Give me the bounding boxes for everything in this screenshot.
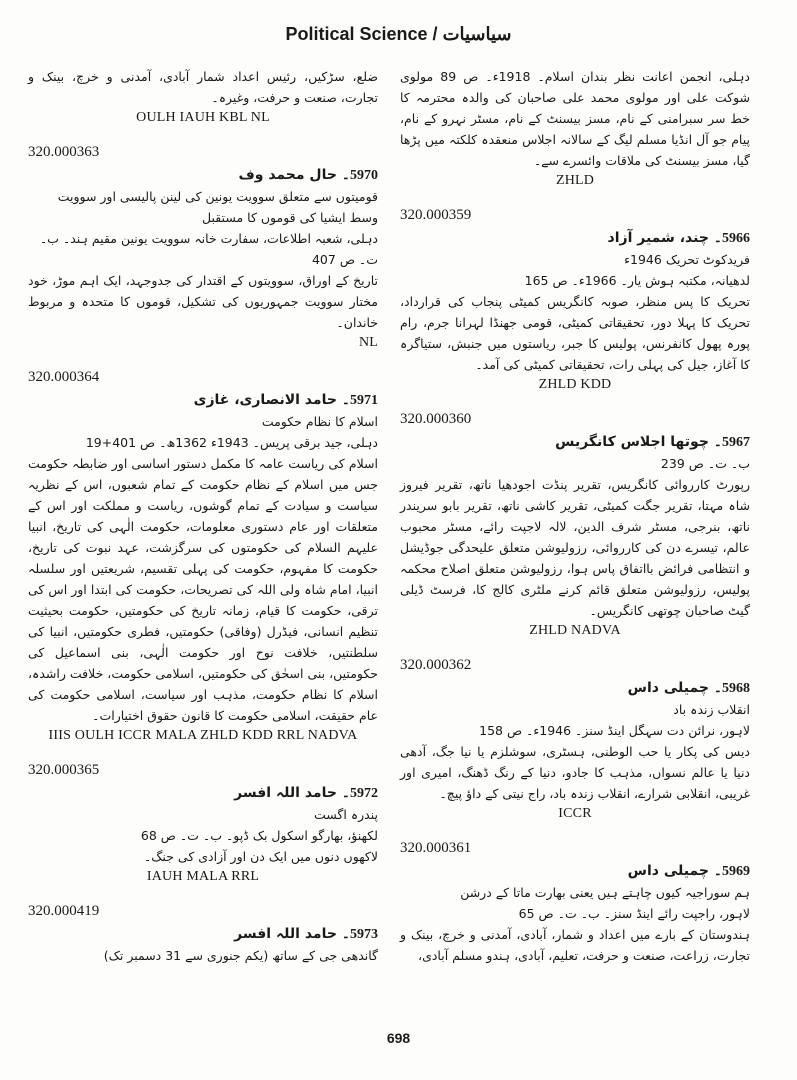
entry-title: 5967۔ چوتھا اجلاس کانگریس	[555, 434, 750, 450]
entry-subtitle: ہم سوراجیہ کیوں چاہتے ہیں یعنی بھارت ماتا کے درشن	[460, 885, 750, 900]
accession-number: 320.000362	[400, 657, 472, 673]
entry-subtitle: گاندھی جی کے ساتھ (یکم جنوری سے 31 دسمبر تک)	[103, 948, 378, 963]
catalog-entry	[400, 207, 750, 393]
entry-description: رپورٹ کارروائی کانگریس، تقریر پنڈت اجودھیا ناتھ، تقریر فیروز شاہ مہتا، تقریر جگت کمیٹی، تقریر کاشی ناتھ، تقریر بابو سریندر ناتھ، بنرجی، مسٹر شرف الدین، لالہ لاجپت رائے، مسٹر محبوب عالم، تیسرے دن کی کارروائی، رزولیوشن متعلق علیحدگی جوڈیشل و انتظامی فرائض بااتفاق پاس ہوا، رزولیوشن متعلق اصلاح محکمہ پولیس، رزولیوشن متعلق قائم کرنے ملٹری کالج کا، فرسٹ ڈیلی گیٹ صاحبان چوتھی کانگریس۔	[400, 477, 750, 618]
entry-subtitle: پندرہ اگست	[314, 807, 378, 822]
entry-author: چند، شمیر آزاد	[607, 230, 709, 246]
entry-imprint: لدھیانہ، مکتبہ ہوش یار۔ 1966ء۔ ص 165	[524, 273, 750, 288]
catalog-entry	[28, 903, 378, 966]
library-codes: ICCR	[558, 806, 592, 821]
entry-subtitle: اسلام کا نظام حکومت	[261, 414, 378, 429]
entry-number: 5973	[350, 927, 378, 942]
library-codes: ZHLD NADVA	[529, 623, 621, 638]
entry-author: حال محمد وف	[238, 167, 337, 183]
entry-description: تاریخ کے اوراق، سوویتوں کے اقتدار کی جدوجہد، ایک اہم موڑ، خود مختار سوویت جمہوریوں کی تشکیل، قوموں کا متحدہ و مربوط خاندان۔	[28, 273, 378, 330]
entry-title: 5970۔ حال محمد وف	[238, 167, 378, 183]
entry-subtitle: قومیتوں سے متعلق سوویت یونین کی لینن پالیسی اور سوویت وسط ایشیا کی قوموں کا مستقبل	[57, 189, 378, 225]
entry-description: اسلام کی ریاست عامہ کا مکمل دستور اساسی اور ضابطہ حکومت جس میں اسلام کے نظام حکومت کے تمام شعبوں، اس کے نظریہ سیاست و سیادت کے تمام گوشوں، ریاست و مملکت اور اس کے متعلقات اور عام دستوری معلومات، حکومت الٰہی کی تاریخ، انبیا علیہم السلام کی حکومتوں کی سرگزشت، عہد نبوت کی تاریخ، حکومت کا مفہوم، حکومت کی پہلی تقسیم، شریعتیں اور سلسلہ انبیا، امام شاہ ولی اللہ کی تصریحات، حکومت کی ابتدا اور اس کی ترقی، حکومت کا قیام، زمانہ تاریخ کی حکومتیں، حکومت بحیثیت تنظیم انسانی، فیڈرل (وفاقی) حکومتیں، فطری حکومتیں، انبیا کی سلطنتیں، خلافت نوح اور حکومت الٰہی، بنی اسماعیل کی حکومتیں، بنی اسحٰق کی حکومتیں، اسلامی حکومت، خلافت راشدہ، اسلام کا نظام حکومت، مذہب اور سیاست، اسلامی حکومت کی عام حقیقت، اسلامی حکومت کا قانون حقوق اختیارات۔	[28, 456, 378, 723]
page-header: Political Science / سیاسیات	[285, 24, 512, 44]
entry-number: 5966	[722, 231, 750, 246]
entry-imprint: دہلی، شعبہ اطلاعات، سفارت خانہ سوویت یونین مقیم ہند۔ ب۔ ت۔ ص 407	[39, 231, 378, 267]
entry-imprint: لکھنؤ، بھارگو اسکول بک ڈپو۔ ب۔ ت۔ ص 68	[140, 828, 378, 843]
accession-number: 320.000419	[28, 903, 100, 919]
accession-number: 320.000360	[400, 411, 472, 427]
entry-description: ہندوستان کے بارے میں اعداد و شمار، آبادی، آمدنی و خرچ، بینک و تجارت، زراعت، صنعت و حرفت، تعلیم، آبادی، ہندو مسلم آبادی،	[400, 927, 750, 963]
entry-subtitle: انقلاب زندہ باد	[673, 702, 750, 717]
catalog-entry	[28, 762, 378, 885]
entry-description: دہلی، انجمن اعانت نظر بندان اسلام۔ 1918ء۔ ص 89 مولوی شوکت علی اور مولوی محمد علی صاحبان کی والدہ محترمہ کا خط سر سبرامنی کے نام، مسز بیسنٹ کے نام، مسٹر نہرو کے نام، پیام جو آل انڈیا مسلم لیگ کے سالانہ اجلاس منعقدہ کلکتہ میں پڑھا گیا، مسز بیسنٹ کی ملاقات وائسرے سے۔	[400, 69, 750, 168]
catalog-entry	[28, 369, 378, 744]
entry-number: 5971	[350, 393, 378, 408]
entry-title: 5971۔ حامد الانصاری، غازی	[193, 392, 378, 408]
entry-author: چوتھا اجلاس کانگریس	[555, 434, 709, 450]
library-codes: ZHLD KDD	[538, 377, 612, 392]
entry-author: چمیلی داس	[627, 680, 709, 696]
entry-title: 5969۔ چمیلی داس	[627, 863, 750, 879]
entry-author: حامد الانصاری، غازی	[193, 392, 337, 408]
entry-subtitle: فریدکوٹ تحریک 1946ء	[624, 252, 750, 267]
entry-imprint: لاہور، راجپت رائے اینڈ سنز۔ ب۔ ت۔ ص 65	[518, 906, 750, 921]
library-codes: NL	[358, 335, 378, 350]
entry-author: حامد اللہ افسر	[234, 785, 337, 801]
library-codes: ZHLD	[555, 173, 595, 188]
entry-imprint: دہلی، جید برقی پریس۔ 1943ء 1362ھ۔ ص 401+19	[85, 435, 378, 450]
accession-number: 320.000364	[28, 369, 100, 385]
entry-description: دیس کی پکار یا حب الوطنی، ہسٹری، سوشلزم یا نیا جگ، آدھی دنیا یا عالم نسواں، مذہب کا جادو، دنیا کے رنگ ڈھنگ، امیری اور غریبی، انقلابی شرارے، انقلاب زندہ باد، راج نیتی کے داؤ پیچ۔	[400, 744, 750, 801]
entry-number: 5968	[722, 681, 750, 696]
catalog-entry	[400, 840, 750, 966]
library-codes: IIIS OULH ICCR MALA ZHLD KDD RRL NADVA	[48, 728, 358, 743]
left-column	[28, 66, 378, 984]
entry-description: لاکھوں دنوں میں ایک دن اور آزادی کی جنگ۔	[143, 849, 378, 864]
entry-number: 5970	[350, 168, 378, 183]
entry-author: چمیلی داس	[627, 863, 709, 879]
catalog-entry	[28, 144, 378, 351]
accession-number: 320.000365	[28, 762, 100, 778]
entry-number: 5969	[722, 864, 750, 879]
entry-author: حامد اللہ افسر	[234, 926, 337, 942]
entry-imprint: لاہور، نرائن دت سہگل اینڈ سنز۔ 1946ء۔ ص 158	[479, 723, 750, 738]
entry-number: 5972	[350, 786, 378, 801]
entry-title: 5973۔ حامد اللہ افسر	[234, 926, 378, 942]
page-number: 698	[386, 1030, 411, 1046]
right-continued-entry	[400, 66, 750, 189]
accession-number: 320.000359	[400, 207, 472, 223]
library-codes: IAUH MALA RRL	[146, 869, 260, 884]
entry-title: 5972۔ حامد اللہ افسر	[234, 785, 378, 801]
catalog-entry	[400, 411, 750, 639]
entry-description: تحریک کا پس منظر، صوبہ کانگریس کمیٹی پنجاب کی قرارداد، تحریک کا پہلا دور، تحقیقاتی کمیٹی، قومی جھنڈا لہرانا جرم، رام پورہ پھول کانفرنس، پولیس کا جبر، ریاستوں میں جنبش، ستیاگرہ کا آغاز، جیل کی پہلی رات، تحقیقاتی کمیٹی کی آمد۔	[400, 294, 750, 372]
library-codes: OULH IAUH KBL NL	[136, 110, 270, 125]
entry-description: ضلع، سڑکیں، رئیس اعداد شمار آبادی، آمدنی و خرچ، بینک و تجارت، صنعت و حرفت، وغیرہ۔	[28, 69, 378, 105]
entry-subtitle: ب۔ ت۔ ص 239	[660, 456, 750, 471]
right-column	[400, 66, 750, 984]
entry-title: 5966۔ چند، شمیر آزاد	[607, 230, 750, 246]
entry-title: 5968۔ چمیلی داس	[627, 680, 750, 696]
accession-number: 320.000363	[28, 144, 100, 160]
entry-number: 5967	[722, 435, 750, 450]
left-continued-entry	[28, 66, 378, 126]
accession-number: 320.000361	[400, 840, 472, 856]
catalog-entry	[400, 657, 750, 822]
